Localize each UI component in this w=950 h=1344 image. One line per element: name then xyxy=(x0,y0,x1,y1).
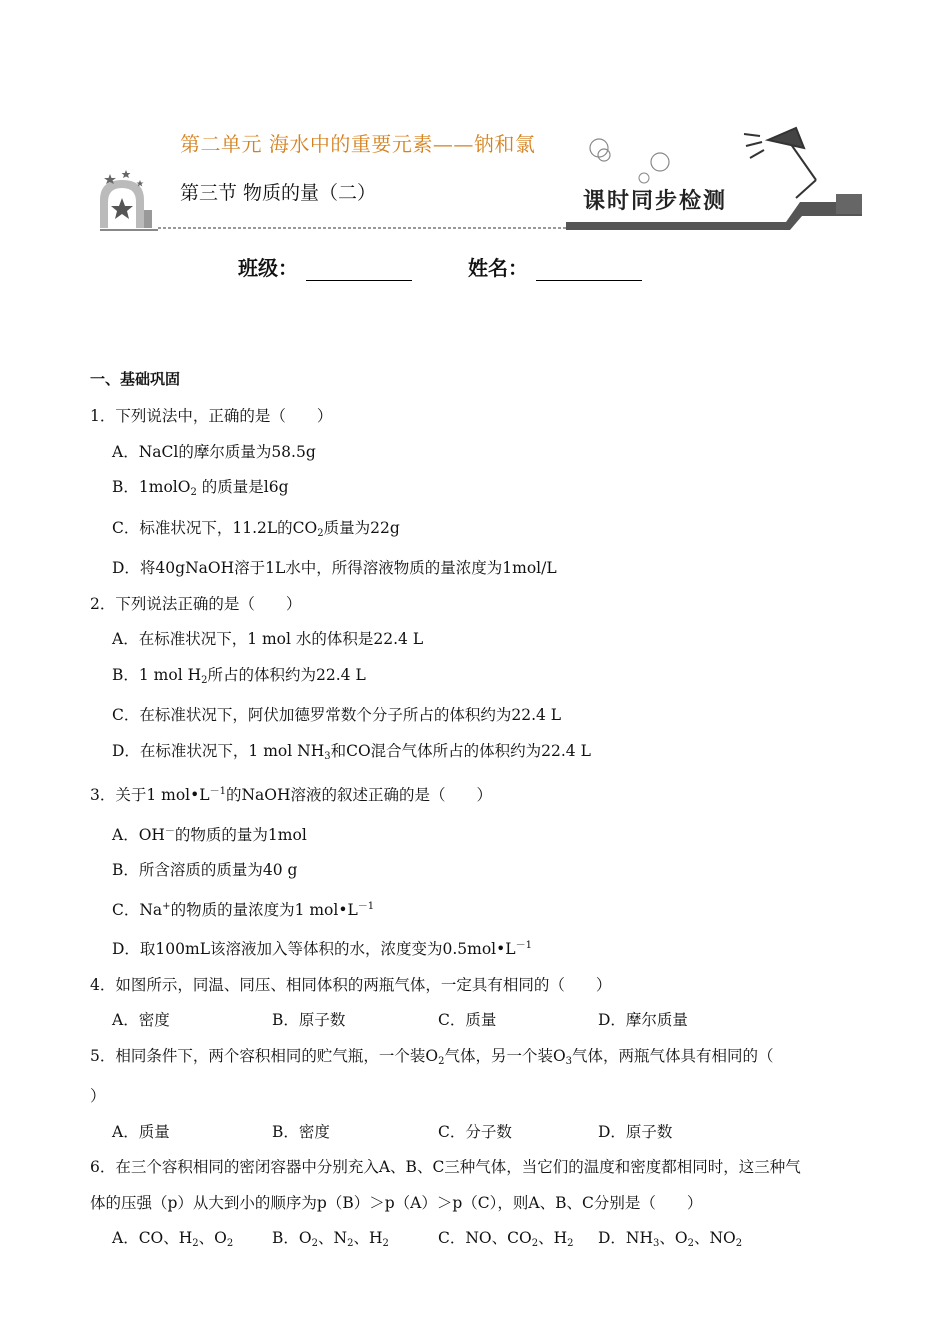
lamp-icon xyxy=(744,128,816,198)
q2-option-d[interactable]: D．在标准状况下，1 mol $NH_3$和CO混合气体所占的体积约为22.4 L xyxy=(112,741,591,762)
q2-option-a[interactable]: A．在标准状况下，1 mol 水的体积是22.4 L xyxy=(112,630,424,648)
q1-option-b[interactable]: B．1molO$_2$ 的质量是l6g xyxy=(112,478,289,498)
class-label: 班级： xyxy=(238,256,298,280)
q5-option-c[interactable]: C．分子数 xyxy=(438,1122,512,1141)
q4-option-b[interactable]: B．原子数 xyxy=(272,1011,346,1029)
q6-options xyxy=(90,1221,870,1262)
q5-option-a[interactable]: A．质量 xyxy=(112,1122,170,1141)
name-blank[interactable] xyxy=(536,262,642,281)
question-5-continued: ） xyxy=(90,1087,106,1105)
q4-options xyxy=(90,1003,870,1039)
q1-option-c[interactable]: C．标准状况下，11.2L的$CO_2$质量为22g xyxy=(112,518,400,539)
question-6-continued: 体的压强（p）从大到小的顺序为p（B）＞p（A）＞p（C），则A、B、C分别是（ ） xyxy=(90,1193,703,1212)
question-6: 6．在三个容积相同的密闭容器中分别充入A、B、C三种气体，当它们的温度和密度都相同时，这三种气 xyxy=(90,1158,801,1176)
q4-option-d[interactable]: D．摩尔质量 xyxy=(598,1011,688,1029)
page-header xyxy=(96,118,866,238)
question-1: 1．下列说法中，正确的是（ ） xyxy=(90,407,333,425)
q2-option-b[interactable]: B．1 mol $H_2$所占的体积约为22.4 L xyxy=(112,665,366,686)
q6-option-c[interactable]: C．NO、$CO_2$、$H_2$ xyxy=(438,1229,574,1249)
q1-option-a[interactable]: A．NaCl的摩尔质量为58.5g xyxy=(112,442,316,461)
q4-option-a[interactable]: A．密度 xyxy=(112,1011,170,1029)
q5-option-d[interactable]: D．原子数 xyxy=(598,1122,673,1141)
star-badge-icon xyxy=(96,170,156,230)
section-title: 第三节 物质的量（二） xyxy=(180,182,377,204)
q2-option-c[interactable]: C．在标准状况下，阿伏加德罗常数个分子所占的体积约为22.4 L xyxy=(112,706,562,724)
q6-option-d[interactable]: D．$NH_3$、$O_2$、$NO_2$ xyxy=(598,1229,743,1249)
question-3: 3．关于1 $mol•L^{-1}$的NaOH溶液的叙述正确的是（ ） xyxy=(90,786,492,804)
name-label: 姓名： xyxy=(468,256,528,280)
q6-option-b[interactable]: B．$O_2$、$N_2$、$H_2$ xyxy=(272,1229,389,1249)
q3-option-d[interactable]: D．取100mL该溶液加入等体积的水，浓度变为$0.5mol•L^{-1}$ xyxy=(112,940,532,958)
question-2: 2．下列说法正确的是（ ） xyxy=(90,594,302,613)
unit-title: 第二单元 海水中的重要元素——钠和氯 xyxy=(180,132,536,156)
q3-option-a[interactable]: A．OH－的物质的量为1mol xyxy=(112,825,307,844)
q5-options xyxy=(90,1115,870,1151)
question-5: 5．相同条件下，两个容积相同的贮气瓶，一个装$O_2$气体，另一个装$O_3$气体，两瓶气体具有相同的（ xyxy=(90,1046,774,1067)
student-info-row xyxy=(238,252,642,281)
question-list xyxy=(90,368,870,1262)
q6-option-a[interactable]: A．CO、$H_2$、$O_2$ xyxy=(112,1229,234,1249)
q4-option-c[interactable]: C．质量 xyxy=(438,1011,497,1029)
question-4: 4．如图所示，同温、同压、相同体积的两瓶气体，一定具有相同的（ ） xyxy=(90,975,612,994)
section-heading: 一、基础巩固 xyxy=(90,370,181,388)
banner-title: 课时同步检测 xyxy=(583,189,728,214)
q5-option-b[interactable]: B．密度 xyxy=(272,1122,330,1141)
class-blank[interactable] xyxy=(306,262,412,281)
q3-option-c[interactable]: C．Na+的物质的量浓度为1 $mol•L^{-1}$ xyxy=(112,900,375,919)
q1-option-d[interactable]: D．将40gNaOH溶于1L水中，所得溶液物质的量浓度为1mol/L xyxy=(112,559,557,577)
q3-option-b[interactable]: B．所含溶质的质量为40 g xyxy=(112,861,298,879)
